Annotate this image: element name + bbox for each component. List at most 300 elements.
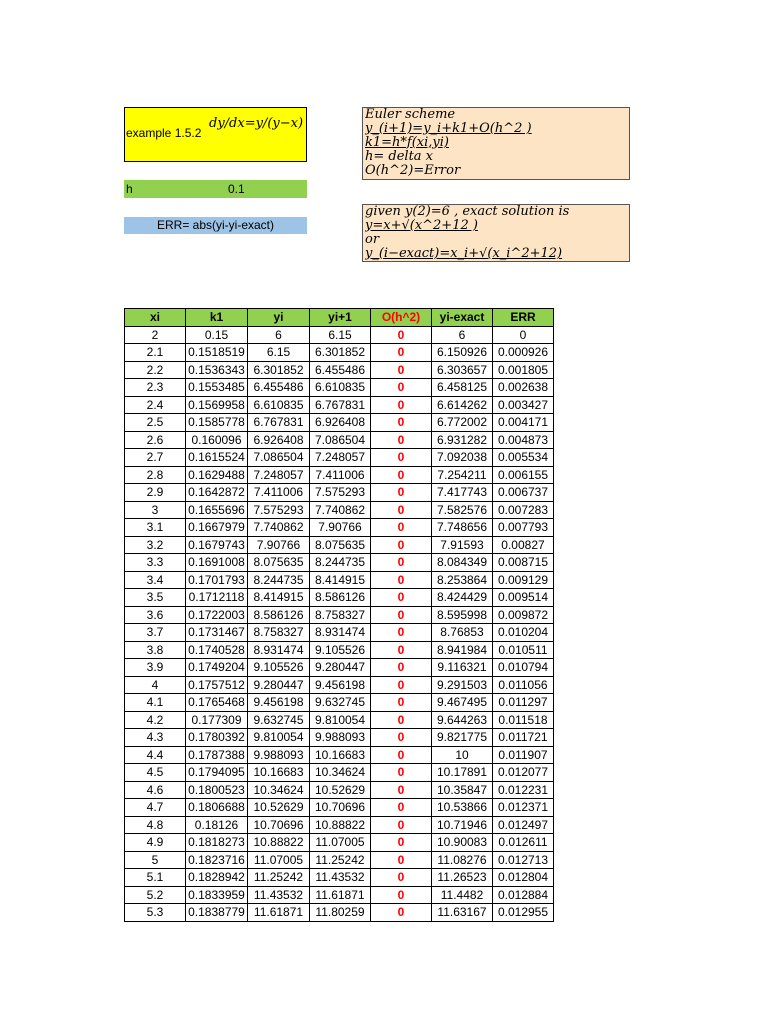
cell-err[interactable]: 0.000926 — [493, 344, 554, 362]
table-row — [125, 396, 554, 414]
cell-yi-exact[interactable]: 6 — [432, 326, 493, 344]
table-row — [125, 641, 554, 659]
example-label: example 1.5.2 — [126, 126, 202, 140]
given-line: y=x+√(x^2+12 ) — [365, 219, 478, 233]
cell-order-error[interactable]: 0 — [371, 606, 432, 624]
table-row — [125, 484, 554, 502]
cell-yi-exact[interactable]: 9.644263 — [432, 711, 493, 729]
cell-order-error[interactable]: 0 — [371, 571, 432, 589]
cell-order-error[interactable]: 0 — [371, 816, 432, 834]
cell-order-error[interactable]: 0 — [371, 554, 432, 572]
ode-equation: dy/dx=y/(y−x) — [209, 116, 304, 131]
column-header-k1[interactable]: k1 — [186, 309, 248, 327]
euler-results-table — [124, 308, 554, 922]
table-row — [125, 764, 554, 782]
cell-err[interactable]: 0.011297 — [493, 694, 554, 712]
cell-xi[interactable]: 2 — [125, 326, 186, 344]
cell-yi-next[interactable]: 8.931474 — [310, 624, 371, 642]
cell-yi[interactable]: 7.90766 — [248, 536, 310, 554]
table-row — [125, 886, 554, 904]
cell-xi[interactable]: 3.5 — [125, 589, 186, 607]
euler-scheme-note[interactable] — [362, 107, 630, 180]
cell-xi[interactable]: 3.9 — [125, 659, 186, 677]
cell-xi[interactable]: 5.2 — [125, 886, 186, 904]
cell-yi-next[interactable]: 11.07005 — [310, 834, 371, 852]
cell-yi[interactable]: 6.767831 — [248, 414, 310, 432]
cell-k1[interactable]: 0.1833959 — [186, 886, 248, 904]
exact-solution-note[interactable] — [362, 204, 630, 262]
cell-order-error[interactable]: 0 — [371, 344, 432, 362]
cell-yi-next[interactable]: 11.25242 — [310, 851, 371, 869]
cell-xi[interactable]: 2.7 — [125, 449, 186, 467]
cell-k1[interactable]: 0.1518519 — [186, 344, 248, 362]
cell-order-error[interactable]: 0 — [371, 431, 432, 449]
cell-xi[interactable]: 4.7 — [125, 799, 186, 817]
cell-yi-next[interactable]: 7.575293 — [310, 484, 371, 502]
cell-order-error[interactable]: 0 — [371, 746, 432, 764]
cell-err[interactable]: 0.001805 — [493, 361, 554, 379]
cell-err[interactable]: 0 — [493, 326, 554, 344]
euler-line: O(h^2)=Error — [365, 164, 461, 178]
cell-yi[interactable]: 11.61871 — [248, 904, 310, 922]
cell-yi-exact[interactable]: 10.53866 — [432, 799, 493, 817]
cell-order-error[interactable]: 0 — [371, 729, 432, 747]
cell-yi-next[interactable]: 8.075635 — [310, 536, 371, 554]
cell-yi[interactable]: 6.301852 — [248, 361, 310, 379]
cell-yi-exact[interactable]: 8.76853 — [432, 624, 493, 642]
cell-xi[interactable]: 2.6 — [125, 431, 186, 449]
cell-yi-exact[interactable]: 7.748656 — [432, 519, 493, 537]
table-row — [125, 519, 554, 537]
table-row — [125, 344, 554, 362]
cell-yi[interactable]: 6.15 — [248, 344, 310, 362]
table-row — [125, 659, 554, 677]
cell-yi[interactable]: 10.70696 — [248, 816, 310, 834]
cell-err[interactable]: 0.011056 — [493, 676, 554, 694]
table-row — [125, 361, 554, 379]
cell-yi-next[interactable]: 8.244735 — [310, 554, 371, 572]
cell-yi-exact[interactable]: 6.303657 — [432, 361, 493, 379]
cell-yi-exact[interactable]: 7.582576 — [432, 501, 493, 519]
cell-order-error[interactable]: 0 — [371, 589, 432, 607]
cell-k1[interactable]: 0.1655696 — [186, 501, 248, 519]
cell-order-error[interactable]: 0 — [371, 676, 432, 694]
cell-yi-next[interactable]: 6.610835 — [310, 379, 371, 397]
cell-k1[interactable]: 0.18126 — [186, 816, 248, 834]
table-row — [125, 554, 554, 572]
cell-yi-next[interactable]: 9.456198 — [310, 676, 371, 694]
cell-err[interactable]: 0.012713 — [493, 851, 554, 869]
cell-yi-next[interactable]: 8.586126 — [310, 589, 371, 607]
cell-err[interactable]: 0.010511 — [493, 641, 554, 659]
table-row — [125, 501, 554, 519]
cell-yi[interactable]: 9.456198 — [248, 694, 310, 712]
cell-xi[interactable]: 3 — [125, 501, 186, 519]
cell-yi[interactable]: 8.931474 — [248, 641, 310, 659]
cell-err[interactable]: 0.011518 — [493, 711, 554, 729]
cell-order-error[interactable]: 0 — [371, 851, 432, 869]
table-row — [125, 589, 554, 607]
cell-xi[interactable]: 5.1 — [125, 869, 186, 887]
given-line: y_(i−exact)=x_i+√(x_i^2+12) — [365, 247, 563, 261]
cell-order-error[interactable]: 0 — [371, 624, 432, 642]
euler-line: k1=h*f(xi,yi) — [365, 136, 449, 150]
cell-yi[interactable]: 11.43532 — [248, 886, 310, 904]
table-row — [125, 431, 554, 449]
cell-xi[interactable]: 4.3 — [125, 729, 186, 747]
cell-k1[interactable]: 0.1731467 — [186, 624, 248, 642]
cell-order-error[interactable]: 0 — [371, 904, 432, 922]
cell-xi[interactable]: 2.3 — [125, 379, 186, 397]
cell-yi-exact[interactable]: 7.417743 — [432, 484, 493, 502]
cell-k1[interactable]: 0.1787388 — [186, 746, 248, 764]
cell-yi[interactable]: 9.105526 — [248, 659, 310, 677]
cell-k1[interactable]: 0.1828942 — [186, 869, 248, 887]
cell-yi[interactable]: 11.25242 — [248, 869, 310, 887]
cell-k1[interactable]: 0.1794095 — [186, 764, 248, 782]
cell-yi-next[interactable]: 10.70696 — [310, 799, 371, 817]
cell-err[interactable]: 0.009129 — [493, 571, 554, 589]
cell-yi-exact[interactable]: 9.291503 — [432, 676, 493, 694]
cell-order-error[interactable]: 0 — [371, 799, 432, 817]
table-row — [125, 571, 554, 589]
cell-yi-exact[interactable]: 11.4482 — [432, 886, 493, 904]
column-header-err[interactable]: ERR — [493, 309, 554, 327]
cell-order-error[interactable]: 0 — [371, 694, 432, 712]
cell-yi-next[interactable]: 7.90766 — [310, 519, 371, 537]
column-header-yi[interactable]: yi — [248, 309, 310, 327]
cell-k1[interactable]: 0.1765468 — [186, 694, 248, 712]
cell-yi-next[interactable]: 9.810054 — [310, 711, 371, 729]
cell-err[interactable]: 0.004873 — [493, 431, 554, 449]
cell-yi[interactable]: 6.926408 — [248, 431, 310, 449]
cell-yi[interactable]: 9.632745 — [248, 711, 310, 729]
cell-yi-next[interactable]: 9.105526 — [310, 641, 371, 659]
cell-k1[interactable]: 0.1780392 — [186, 729, 248, 747]
cell-k1[interactable]: 0.160096 — [186, 431, 248, 449]
cell-k1[interactable]: 0.1701793 — [186, 571, 248, 589]
cell-yi-exact[interactable]: 6.150926 — [432, 344, 493, 362]
cell-err[interactable]: 0.012077 — [493, 764, 554, 782]
cell-xi[interactable]: 2.8 — [125, 466, 186, 484]
cell-k1[interactable]: 0.1629488 — [186, 466, 248, 484]
step-size-label: h — [126, 182, 133, 196]
euler-line: h= delta x — [365, 150, 434, 164]
cell-k1[interactable]: 0.1823716 — [186, 851, 248, 869]
cell-xi[interactable]: 3.7 — [125, 624, 186, 642]
column-header-order-error[interactable]: O(h^2) — [371, 309, 432, 327]
table-row — [125, 536, 554, 554]
step-size-row[interactable] — [124, 180, 307, 198]
cell-err[interactable]: 0.008715 — [493, 554, 554, 572]
cell-yi-next[interactable]: 9.632745 — [310, 694, 371, 712]
cell-yi-next[interactable]: 11.43532 — [310, 869, 371, 887]
cell-order-error[interactable]: 0 — [371, 396, 432, 414]
cell-xi[interactable]: 4.5 — [125, 764, 186, 782]
table-row — [125, 606, 554, 624]
cell-k1[interactable]: 0.177309 — [186, 711, 248, 729]
given-line: or — [365, 233, 380, 247]
cell-yi-exact[interactable]: 6.931282 — [432, 431, 493, 449]
cell-k1[interactable]: 0.1667979 — [186, 519, 248, 537]
cell-k1[interactable]: 0.1838779 — [186, 904, 248, 922]
cell-yi-exact[interactable]: 6.458125 — [432, 379, 493, 397]
cell-order-error[interactable]: 0 — [371, 326, 432, 344]
cell-order-error[interactable]: 0 — [371, 711, 432, 729]
cell-order-error[interactable]: 0 — [371, 869, 432, 887]
cell-yi-next[interactable]: 11.61871 — [310, 886, 371, 904]
cell-err[interactable]: 0.009514 — [493, 589, 554, 607]
cell-yi[interactable]: 6.610835 — [248, 396, 310, 414]
example-title-cell[interactable] — [124, 107, 307, 162]
cell-yi-next[interactable]: 8.758327 — [310, 606, 371, 624]
cell-order-error[interactable]: 0 — [371, 379, 432, 397]
table-row — [125, 869, 554, 887]
table-row — [125, 676, 554, 694]
cell-k1[interactable]: 0.1806688 — [186, 799, 248, 817]
table-row — [125, 379, 554, 397]
cell-order-error[interactable]: 0 — [371, 886, 432, 904]
cell-err[interactable]: 0.012884 — [493, 886, 554, 904]
cell-k1[interactable]: 0.1740528 — [186, 641, 248, 659]
cell-err[interactable]: 0.006155 — [493, 466, 554, 484]
given-line: given y(2)=6 , exact solution is — [365, 205, 570, 219]
cell-k1[interactable]: 0.15 — [186, 326, 248, 344]
euler-line: Euler scheme — [365, 108, 456, 122]
column-header-yi-next[interactable]: yi+1 — [310, 309, 371, 327]
cell-order-error[interactable]: 0 — [371, 764, 432, 782]
cell-yi[interactable]: 6 — [248, 326, 310, 344]
table-row — [125, 711, 554, 729]
cell-yi-next[interactable]: 10.52629 — [310, 781, 371, 799]
cell-k1[interactable]: 0.1642872 — [186, 484, 248, 502]
table-row — [125, 851, 554, 869]
cell-err[interactable]: 0.007283 — [493, 501, 554, 519]
cell-xi[interactable]: 4.4 — [125, 746, 186, 764]
cell-xi[interactable]: 3.8 — [125, 641, 186, 659]
table-row — [125, 816, 554, 834]
cell-yi-next[interactable]: 6.301852 — [310, 344, 371, 362]
cell-yi-exact[interactable]: 7.91593 — [432, 536, 493, 554]
cell-yi[interactable]: 7.740862 — [248, 519, 310, 537]
cell-order-error[interactable]: 0 — [371, 536, 432, 554]
cell-yi-exact[interactable]: 9.821775 — [432, 729, 493, 747]
cell-k1[interactable]: 0.1691008 — [186, 554, 248, 572]
cell-k1[interactable]: 0.1712118 — [186, 589, 248, 607]
table-body — [125, 326, 554, 921]
cell-yi[interactable]: 7.411006 — [248, 484, 310, 502]
cell-xi[interactable]: 2.4 — [125, 396, 186, 414]
cell-err[interactable]: 0.00827 — [493, 536, 554, 554]
cell-err[interactable]: 0.012371 — [493, 799, 554, 817]
cell-xi[interactable]: 4.1 — [125, 694, 186, 712]
cell-err[interactable]: 0.012804 — [493, 869, 554, 887]
cell-xi[interactable]: 3.3 — [125, 554, 186, 572]
cell-err[interactable]: 0.012231 — [493, 781, 554, 799]
table-row — [125, 624, 554, 642]
cell-yi-exact[interactable]: 9.467495 — [432, 694, 493, 712]
table-row — [125, 729, 554, 747]
table-row — [125, 449, 554, 467]
cell-yi-next[interactable]: 6.767831 — [310, 396, 371, 414]
table-row — [125, 746, 554, 764]
cell-xi[interactable]: 4.9 — [125, 834, 186, 852]
table-row — [125, 466, 554, 484]
cell-k1[interactable]: 0.1585778 — [186, 414, 248, 432]
cell-k1[interactable]: 0.1749204 — [186, 659, 248, 677]
cell-xi[interactable]: 2.1 — [125, 344, 186, 362]
cell-k1[interactable]: 0.1757512 — [186, 676, 248, 694]
cell-order-error[interactable]: 0 — [371, 834, 432, 852]
cell-err[interactable]: 0.009872 — [493, 606, 554, 624]
error-definition-cell[interactable]: ERR= abs(yi-yi-exact) — [124, 217, 307, 234]
cell-k1[interactable]: 0.1818273 — [186, 834, 248, 852]
cell-xi[interactable]: 3.1 — [125, 519, 186, 537]
cell-yi[interactable]: 7.575293 — [248, 501, 310, 519]
cell-yi-next[interactable]: 6.455486 — [310, 361, 371, 379]
cell-err[interactable]: 0.003427 — [493, 396, 554, 414]
cell-yi-next[interactable]: 7.248057 — [310, 449, 371, 467]
cell-err[interactable]: 0.004171 — [493, 414, 554, 432]
cell-xi[interactable]: 5 — [125, 851, 186, 869]
euler-line: y_(i+1)=y_i+k1+O(h^2 ) — [365, 122, 532, 136]
cell-k1[interactable]: 0.1679743 — [186, 536, 248, 554]
cell-order-error[interactable]: 0 — [371, 466, 432, 484]
cell-order-error[interactable]: 0 — [371, 414, 432, 432]
cell-yi-exact[interactable]: 10.17891 — [432, 764, 493, 782]
cell-xi[interactable]: 4 — [125, 676, 186, 694]
cell-yi-exact[interactable]: 10 — [432, 746, 493, 764]
cell-yi-exact[interactable]: 10.71946 — [432, 816, 493, 834]
step-size-value: 0.1 — [228, 182, 245, 196]
cell-yi[interactable]: 9.810054 — [248, 729, 310, 747]
cell-k1[interactable]: 0.1569958 — [186, 396, 248, 414]
cell-yi-next[interactable]: 6.15 — [310, 326, 371, 344]
cell-order-error[interactable]: 0 — [371, 361, 432, 379]
table-row — [125, 781, 554, 799]
cell-err[interactable]: 0.006737 — [493, 484, 554, 502]
table-header-row — [125, 309, 554, 327]
table-row — [125, 904, 554, 922]
table-row — [125, 414, 554, 432]
cell-yi-next[interactable]: 11.80259 — [310, 904, 371, 922]
cell-k1[interactable]: 0.1615524 — [186, 449, 248, 467]
cell-order-error[interactable]: 0 — [371, 501, 432, 519]
cell-yi-next[interactable]: 10.88822 — [310, 816, 371, 834]
cell-err[interactable]: 0.005534 — [493, 449, 554, 467]
cell-k1[interactable]: 0.1800523 — [186, 781, 248, 799]
cell-order-error[interactable]: 0 — [371, 519, 432, 537]
table-row — [125, 694, 554, 712]
cell-xi[interactable]: 4.6 — [125, 781, 186, 799]
cell-err[interactable]: 0.012955 — [493, 904, 554, 922]
cell-yi-next[interactable]: 10.16683 — [310, 746, 371, 764]
cell-k1[interactable]: 0.1536343 — [186, 361, 248, 379]
cell-yi[interactable]: 10.52629 — [248, 799, 310, 817]
cell-yi[interactable]: 9.280447 — [248, 676, 310, 694]
cell-order-error[interactable]: 0 — [371, 641, 432, 659]
cell-yi[interactable]: 7.248057 — [248, 466, 310, 484]
cell-yi[interactable]: 10.88822 — [248, 834, 310, 852]
cell-err[interactable]: 0.010204 — [493, 624, 554, 642]
column-header-xi[interactable]: xi — [125, 309, 186, 327]
cell-k1[interactable]: 0.1722003 — [186, 606, 248, 624]
cell-xi[interactable]: 4.8 — [125, 816, 186, 834]
cell-yi-exact[interactable]: 9.116321 — [432, 659, 493, 677]
cell-yi-next[interactable]: 10.34624 — [310, 764, 371, 782]
table-row — [125, 326, 554, 344]
cell-yi-next[interactable]: 7.411006 — [310, 466, 371, 484]
cell-yi-next[interactable]: 6.926408 — [310, 414, 371, 432]
table-row — [125, 834, 554, 852]
cell-err[interactable]: 0.010794 — [493, 659, 554, 677]
cell-xi[interactable]: 2.9 — [125, 484, 186, 502]
cell-yi[interactable]: 8.075635 — [248, 554, 310, 572]
cell-err[interactable]: 0.012497 — [493, 816, 554, 834]
cell-yi-exact[interactable]: 8.595998 — [432, 606, 493, 624]
cell-yi[interactable]: 8.414915 — [248, 589, 310, 607]
cell-yi-exact[interactable]: 6.772002 — [432, 414, 493, 432]
cell-yi-exact[interactable]: 7.254211 — [432, 466, 493, 484]
cell-yi-exact[interactable]: 8.253864 — [432, 571, 493, 589]
cell-yi[interactable]: 9.988093 — [248, 746, 310, 764]
cell-yi[interactable]: 11.07005 — [248, 851, 310, 869]
cell-yi[interactable]: 6.455486 — [248, 379, 310, 397]
cell-yi[interactable]: 8.586126 — [248, 606, 310, 624]
cell-yi-next[interactable]: 7.740862 — [310, 501, 371, 519]
cell-yi-exact[interactable]: 11.26523 — [432, 869, 493, 887]
cell-k1[interactable]: 0.1553485 — [186, 379, 248, 397]
cell-yi[interactable]: 8.244735 — [248, 571, 310, 589]
cell-yi-next[interactable]: 7.086504 — [310, 431, 371, 449]
cell-xi[interactable]: 3.2 — [125, 536, 186, 554]
cell-yi-exact[interactable]: 11.63167 — [432, 904, 493, 922]
cell-yi-next[interactable]: 9.280447 — [310, 659, 371, 677]
cell-xi[interactable]: 3.4 — [125, 571, 186, 589]
cell-xi[interactable]: 5.3 — [125, 904, 186, 922]
cell-order-error[interactable]: 0 — [371, 781, 432, 799]
cell-err[interactable]: 0.011721 — [493, 729, 554, 747]
cell-err[interactable]: 0.011907 — [493, 746, 554, 764]
cell-xi[interactable]: 3.6 — [125, 606, 186, 624]
cell-yi-next[interactable]: 8.414915 — [310, 571, 371, 589]
cell-yi-exact[interactable]: 8.084349 — [432, 554, 493, 572]
cell-yi-exact[interactable]: 11.08276 — [432, 851, 493, 869]
cell-xi[interactable]: 2.2 — [125, 361, 186, 379]
cell-yi[interactable]: 10.34624 — [248, 781, 310, 799]
cell-yi-exact[interactable]: 10.90083 — [432, 834, 493, 852]
cell-err[interactable]: 0.007793 — [493, 519, 554, 537]
cell-order-error[interactable]: 0 — [371, 484, 432, 502]
cell-yi[interactable]: 8.758327 — [248, 624, 310, 642]
table-row — [125, 799, 554, 817]
cell-yi-exact[interactable]: 10.35847 — [432, 781, 493, 799]
cell-xi[interactable]: 4.2 — [125, 711, 186, 729]
cell-yi-exact[interactable]: 7.092038 — [432, 449, 493, 467]
column-header-yi-exact[interactable]: yi-exact — [432, 309, 493, 327]
cell-order-error[interactable]: 0 — [371, 449, 432, 467]
cell-order-error[interactable]: 0 — [371, 659, 432, 677]
cell-yi-exact[interactable]: 8.424429 — [432, 589, 493, 607]
cell-xi[interactable]: 2.5 — [125, 414, 186, 432]
cell-yi-exact[interactable]: 8.941984 — [432, 641, 493, 659]
cell-err[interactable]: 0.002638 — [493, 379, 554, 397]
cell-err[interactable]: 0.012611 — [493, 834, 554, 852]
cell-yi-exact[interactable]: 6.614262 — [432, 396, 493, 414]
cell-yi-next[interactable]: 9.988093 — [310, 729, 371, 747]
cell-yi[interactable]: 7.086504 — [248, 449, 310, 467]
cell-yi[interactable]: 10.16683 — [248, 764, 310, 782]
